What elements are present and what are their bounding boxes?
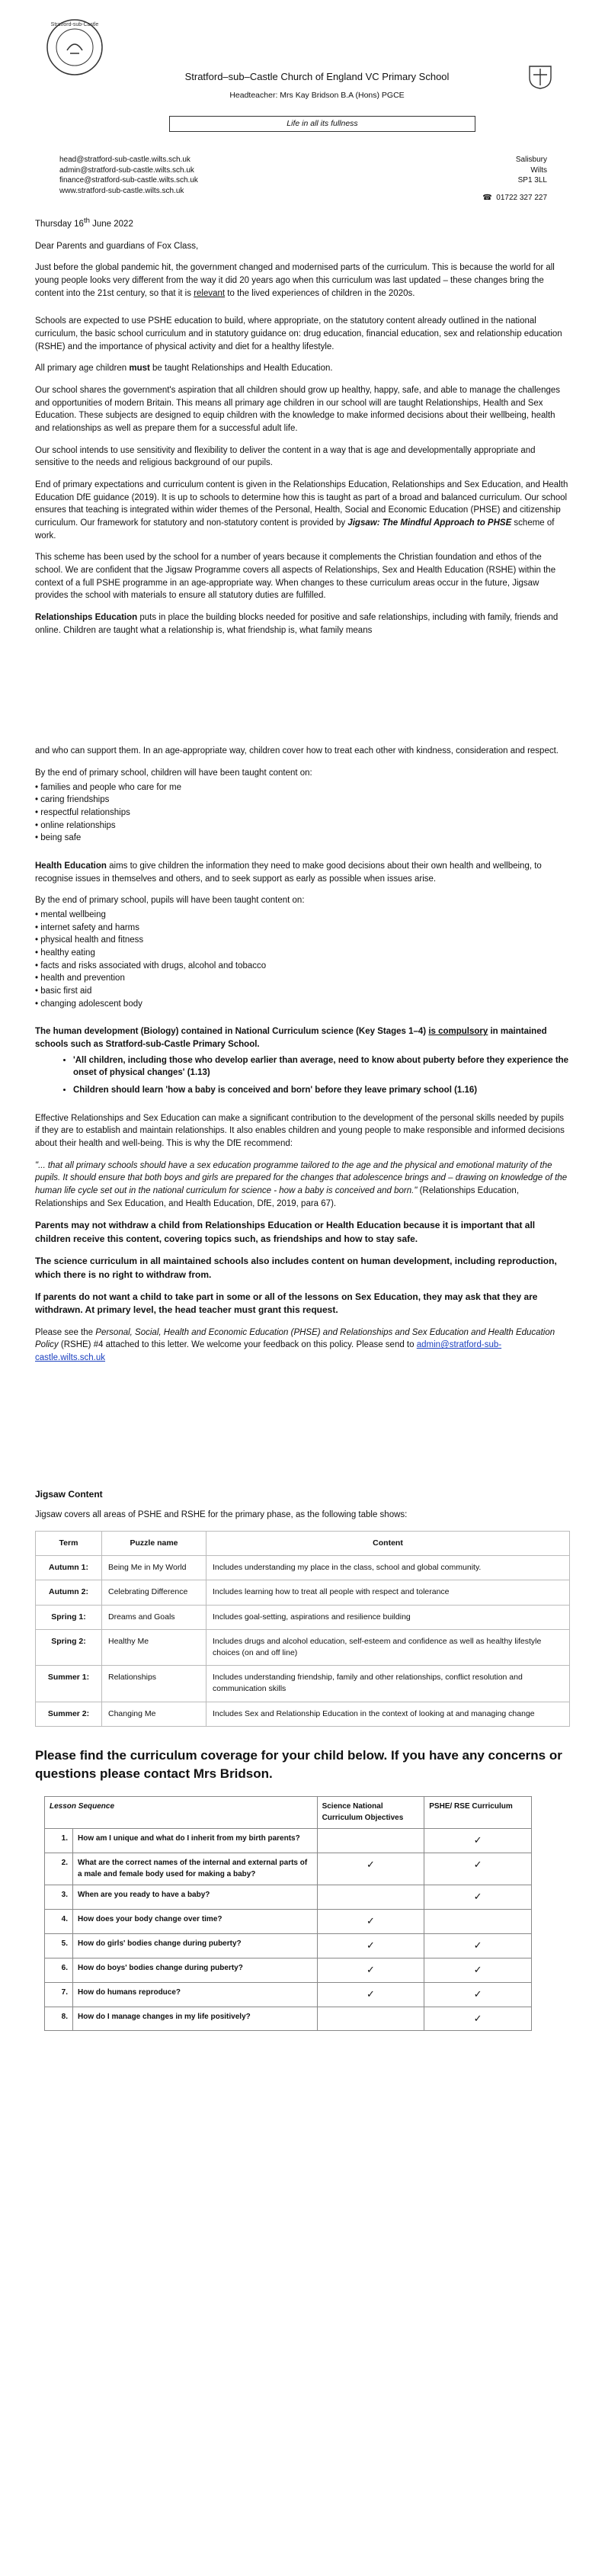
tick-icon: ✓ bbox=[317, 1982, 424, 2007]
feedback-email-link[interactable]: admin@stratford-sub-castle.wilts.sch.uk bbox=[35, 1340, 502, 1363]
lesson-question: How do I manage changes in my life positively? bbox=[73, 2007, 318, 2031]
list-item: • health and prevention bbox=[35, 972, 570, 985]
phone bbox=[482, 193, 547, 204]
church-crest-icon bbox=[527, 64, 553, 90]
table-row bbox=[45, 1958, 532, 1982]
motto: Life in all its fullness bbox=[169, 116, 475, 132]
table-row bbox=[45, 1853, 532, 1885]
withdraw-notice: Parents may not withdraw a child from Relationships Education or Health Education because it is important that all children receive this content, covering topics such, as friendships and how to stay safe. bbox=[35, 1220, 536, 1244]
address-line: SP1 3LL bbox=[517, 176, 547, 184]
column-header: Puzzle name bbox=[102, 1531, 206, 1555]
table-row bbox=[45, 1829, 532, 1853]
dfe-quote: "... that all primary schools should have a sex education programme tailored to the age and the physical and emotional maturity of the pupils. It should ensure that both boys and girls are prepared for the changes that adolescence brings and – drawing on knowledge of the human life cycle set out in the national curriculum for science - how a baby is conceived and born." (Relationships Education, Relationships and Sex Education, and Health Education, DfE, 2019, para 67). bbox=[35, 1160, 568, 1208]
lesson-question: What are the correct names of the internal and external parts of a male and female body used for making a baby? bbox=[73, 1853, 318, 1885]
list-item: • online relationships bbox=[35, 820, 570, 832]
biology-statement: The human development (Biology) contained in National Curriculum science (Key Stages 1–4) is compulsory in maintained schools such as Stratford-sub-Castle Primary School. bbox=[35, 1027, 547, 1050]
lesson-question: How am I unique and what do I inherit from my birth parents? bbox=[73, 1829, 318, 1853]
list-item: • facts and risks associated with drugs, alcohol and tobacco bbox=[35, 960, 570, 973]
paragraph: Our school shares the government's aspiration that all children should grow up healthy, happy, safe, and able to manage the challenges and opportunities of modern Britain. This means all primary age children in our school will are taught Relationships, Health and Sex Education. These subjects are designed to equip children with the knowledge to make informed decisions about their wellbeing, health and relationships as well as prepare them for a successful adult life. bbox=[35, 385, 561, 433]
list-item: • basic first aid bbox=[35, 985, 570, 998]
tick-icon: ✓ bbox=[424, 1982, 532, 2007]
list-item: • 'All children, including those who develop earlier than average, need to know about puberty before they experience the onset of physical changes' (1.13) bbox=[73, 1054, 570, 1079]
column-header: Science National Curriculum Objectives bbox=[317, 1797, 424, 1829]
empty-cell bbox=[317, 1829, 424, 1853]
column-header: Term bbox=[36, 1531, 102, 1555]
table-row bbox=[45, 1910, 532, 1934]
lesson-number: 6. bbox=[45, 1958, 73, 1982]
policy-paragraph: Please see the Personal, Social, Health and Economic Education (PHSE) and Relationships and Sex Education and Health Education Policy (RSHE) #4 attached to this letter. We welcome your feedback on this policy. Please send to admin@stratford-sub-castle.wilts.sch.uk bbox=[35, 1327, 555, 1363]
list-item: • internet safety and harms bbox=[35, 922, 570, 935]
list-item: • physical health and fitness bbox=[35, 934, 570, 947]
table-row: Summer 1: Relationships Includes understanding friendship, family and other relationships, conflict resolution and communication skills bbox=[36, 1666, 570, 1702]
letter-date: Thursday 16th June 2022 bbox=[35, 217, 133, 229]
paragraph: Effective Relationships and Sex Education can make a significant contribution to the development of the personal skills needed by pupils if they are to establish and maintain relationships. It also enables children and young people to make responsible and informed decisions about their health and well-being. This is why the DfE recommend: bbox=[35, 1113, 565, 1149]
email-list bbox=[59, 155, 198, 196]
curriculum-table bbox=[44, 1796, 532, 2031]
tick-icon: ✓ bbox=[317, 1910, 424, 1934]
list-item: • respectful relationships bbox=[35, 807, 570, 820]
table-header-row bbox=[45, 1797, 532, 1829]
website: www.stratford-sub-castle.wilts.sch.uk bbox=[59, 186, 184, 195]
lesson-number: 5. bbox=[45, 1933, 73, 1958]
tick-icon: ✓ bbox=[424, 1958, 532, 1982]
column-header: PSHE/ RSE Curriculum bbox=[424, 1797, 532, 1829]
email-admin: admin@stratford-sub-castle.wilts.sch.uk bbox=[59, 165, 194, 175]
tick-icon: ✓ bbox=[424, 2007, 532, 2031]
lesson-question: How do boys' bodies change during puberty? bbox=[73, 1958, 318, 1982]
address bbox=[516, 155, 547, 186]
salutation: Dear Parents and guardians of Fox Class, bbox=[35, 241, 199, 251]
paragraph: This scheme has been used by the school for a number of years because it complements the Christian foundation and ethos of the school. We are confident that the Jigsaw Programme covers all aspects of Relationships, Sex and Health Education (RSHE) within the context of a full PSHE programme in an age-appropriate way. When changes to these curriculum areas occur in the future, Jigsaw provides the school with materials to ensure all statutory duties are fulfilled. bbox=[35, 553, 556, 601]
tick-icon: ✓ bbox=[317, 1853, 424, 1885]
tick-icon: ✓ bbox=[317, 1958, 424, 1982]
jigsaw-table bbox=[35, 1531, 570, 1727]
column-header: Lesson Sequence bbox=[45, 1797, 318, 1829]
list-item: • healthy eating bbox=[35, 947, 570, 960]
email-finance: finance@stratford-sub-castle.wilts.sch.uk bbox=[59, 176, 198, 184]
list-intro: By the end of primary school, pupils will have been taught content on: bbox=[35, 896, 305, 906]
relationships-list bbox=[35, 781, 570, 845]
biology-list bbox=[35, 1054, 570, 1097]
table-row bbox=[45, 2007, 532, 2031]
lesson-number: 2. bbox=[45, 1853, 73, 1885]
empty-cell bbox=[424, 1910, 532, 1934]
lesson-number: 3. bbox=[45, 1885, 73, 1910]
paragraph: and who can support them. In an age-appropriate way, children cover how to treat each other with kindness, consideration and respect. bbox=[35, 746, 559, 756]
empty-cell bbox=[317, 1885, 424, 1910]
list-item: • mental wellbeing bbox=[35, 909, 570, 922]
jigsaw-title: Jigsaw Content bbox=[35, 1488, 103, 1500]
tick-icon: ✓ bbox=[424, 1933, 532, 1958]
list-item: • Children should learn 'how a baby is conceived and born' before they leave primary school (1.16) bbox=[73, 1084, 570, 1097]
list-item: • changing adolescent body bbox=[35, 998, 570, 1011]
lesson-question: How does your body change over time? bbox=[73, 1910, 318, 1934]
lesson-question: How do humans reproduce? bbox=[73, 1982, 318, 2007]
table-row bbox=[45, 1982, 532, 2007]
lesson-number: 7. bbox=[45, 1982, 73, 2007]
email-head: head@stratford-sub-castle.wilts.sch.uk bbox=[59, 156, 190, 164]
table-row: Autumn 1: Being Me in My World Includes understanding my place in the class, school and global community. bbox=[36, 1556, 570, 1580]
lesson-number: 8. bbox=[45, 2007, 73, 2031]
lesson-number: 1. bbox=[45, 1829, 73, 1853]
paragraph: Just before the global pandemic hit, the government changed and modernised parts of the curriculum. This is because the world for all young people looks very different from the way it did 20 years ago when this curriculum was last updated – these changes bring the content into the 21st century, so that it is relevant to the lived experiences of children in the 2020s. bbox=[35, 263, 555, 298]
health-list bbox=[35, 909, 570, 1010]
empty-cell bbox=[317, 2007, 424, 2031]
lesson-question: How do girls' bodies change during puberty? bbox=[73, 1933, 318, 1958]
svg-text:Stratford-sub-Castle: Stratford-sub-Castle bbox=[50, 22, 99, 27]
tick-icon: ✓ bbox=[424, 1829, 532, 1853]
paragraph: End of primary expectations and curriculum content is given in the Relationships Education, Relationships and Sex Education, and Health Education DfE guidance (2019). It is up to schools to determine how this is taught as part of a broad and balanced curriculum. Our school ensures that teaching is integrated within wider themes of the Personal, Health, Social and Economic Education (PHSE) and citizenship curriculum. Our framework for statutory and non-statutory content is provided by Jigsaw: The Mindful Approach to PHSE scheme of work. bbox=[35, 480, 568, 541]
column-header: Content bbox=[206, 1531, 570, 1555]
section-gap bbox=[35, 1374, 570, 1488]
tick-icon: ✓ bbox=[424, 1885, 532, 1910]
tick-icon: ✓ bbox=[424, 1853, 532, 1885]
paragraph: All primary age children must be taught Relationships and Health Education. bbox=[35, 364, 333, 374]
letter-page bbox=[35, 0, 570, 2031]
letterhead bbox=[35, 0, 570, 133]
science-notice: The science curriculum in all maintained schools also includes content on human development, including reproduction, which there is no right to withdraw from. bbox=[35, 1256, 557, 1280]
phone-number: 01722 327 227 bbox=[496, 194, 547, 202]
table-row bbox=[45, 1933, 532, 1958]
list-item: • caring friendships bbox=[35, 794, 570, 807]
address-line: Wilts bbox=[530, 165, 547, 175]
page-break-gap bbox=[35, 637, 570, 745]
jigsaw-intro: Jigsaw covers all areas of PSHE and RSHE for the primary phase, as the following table shows: bbox=[35, 1510, 408, 1520]
school-logo bbox=[44, 17, 105, 78]
table-row: Spring 2: Healthy Me Includes drugs and alcohol education, self-esteem and confidence as well as healthy lifestyle choices (on and off line) bbox=[36, 1629, 570, 1665]
list-item: • being safe bbox=[35, 832, 570, 845]
table-row: Autumn 2: Celebrating Difference Includes learning how to treat all people with respect and tolerance bbox=[36, 1580, 570, 1605]
paragraph: Our school intends to use sensitivity and flexibility to deliver the content in a way that is age and developmentally appropriate and sensitive to the needs and religious background of our pupils. bbox=[35, 445, 536, 468]
curriculum-callout: Please find the curriculum coverage for your child below. If you have any concerns or questions please contact Mrs Bridson. bbox=[35, 1747, 562, 1781]
phone-icon: ☎ bbox=[482, 194, 492, 202]
tick-icon: ✓ bbox=[317, 1933, 424, 1958]
address-line: Salisbury bbox=[515, 156, 547, 164]
school-name: Stratford–sub–Castle Church of England VC Primary School bbox=[184, 71, 450, 82]
table-header-row bbox=[36, 1531, 570, 1555]
paragraph: Health Education aims to give children the information they need to make good decisions about their own health and wellbeing, to recognise issues in themselves and others, and to seek support as early as possible when issues arise. bbox=[35, 861, 542, 884]
lesson-number: 4. bbox=[45, 1910, 73, 1934]
contact-block bbox=[35, 133, 570, 216]
list-intro: By the end of primary school, children will have been taught content on: bbox=[35, 768, 312, 778]
paragraph: Schools are expected to use PSHE education to build, where appropriate, on the statutory content already outlined in the national curriculum, the basic school curriculum and in statutory guidance on: drug education, financial education, sex and relationship education (RSHE) and the importance of physical activity and diet for a healthy lifestyle. bbox=[35, 316, 562, 351]
paragraph: Relationships Education puts in place the building blocks needed for positive and safe relationships, including with family, friends and online. Children are taught what a relationship is, what friendship is, what family means bbox=[35, 612, 559, 635]
sex-ed-notice: If parents do not want a child to take part in some or all of the lessons on Sex Education, they may ask that they are withdrawn. At primary level, the head teacher must grant this request. bbox=[35, 1291, 538, 1316]
table-row: Spring 1: Dreams and Goals Includes goal-setting, aspirations and resilience building bbox=[36, 1605, 570, 1629]
list-item: • families and people who care for me bbox=[35, 781, 570, 794]
lesson-question: When are you ready to have a baby? bbox=[73, 1885, 318, 1910]
table-row: Summer 2: Changing Me Includes Sex and Relationship Education in the context of looking at and managing change bbox=[36, 1702, 570, 1726]
table-row bbox=[45, 1885, 532, 1910]
headteacher: Headteacher: Mrs Kay Bridson B.A (Hons) PGCE bbox=[229, 91, 405, 100]
